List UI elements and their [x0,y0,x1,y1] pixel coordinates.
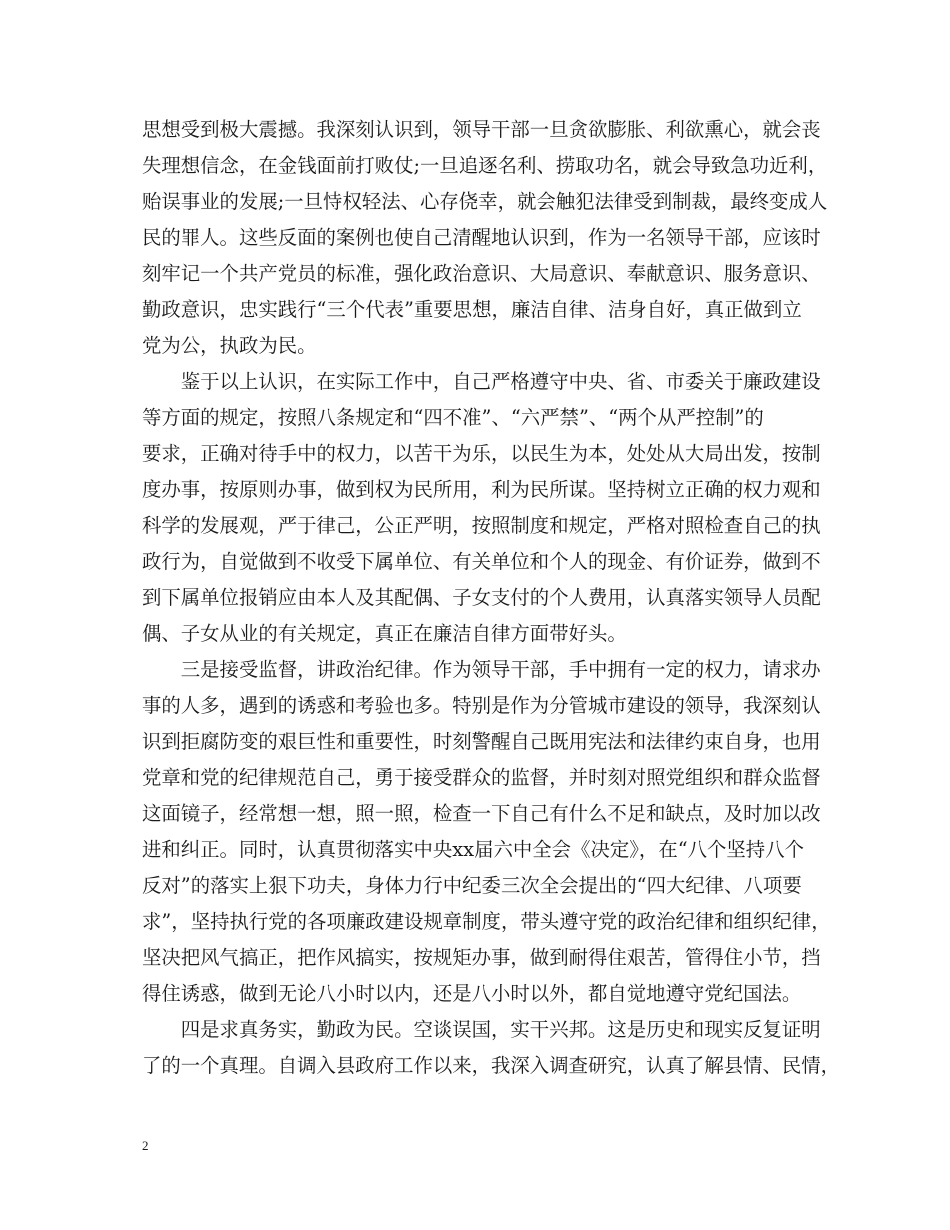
text-line: 勤政意识，忠实践行“三个代表”重要思想，廉洁自律、洁身自好，真正做到立 [142,298,802,321]
text-line: 识到拒腐防变的艰巨性和重要性，时刻警醒自己既用宪法和法律约束自身，也用 [142,730,821,753]
text-line: 政行为，自觉做到不收受下属单位、有关单位和个人的现金、有价证券，做到不 [142,550,821,573]
page-number: 2 [142,1138,149,1153]
text-line: 得住诱惑，做到无论八小时以内，还是八小时以外，都自觉地遵守党纪国法。 [142,982,802,1005]
text-line: 失理想信念，在金钱面前打败仗;一旦追逐名利、捞取功名，就会导致急功近利， [142,154,828,177]
text-line: 鉴于以上认识，在实际工作中，自己严格遵守中央、省、市委关于廉政建设 [142,370,821,393]
text-line: 事的人多，遇到的诱惑和考验也多。特别是作为分管城市建设的领导，我深刻认 [142,694,821,717]
text-line: 到下属单位报销应由本人及其配偶、子女支付的个人费用，认真落实领导人员配 [142,586,821,609]
text-line: 思想受到极大震撼。我深刻认识到，领导干部一旦贪欲膨胀、利欲熏心，就会丧 [142,118,821,141]
text-line: 进和纠正。同时，认真贯彻落实中央xx届六中全会《决定》，在“八个坚持八个 [142,838,804,861]
text-line: 坚决把风气搞正，把作风搞实，按规矩办事，做到耐得住艰苦，管得住小节，挡 [142,946,821,969]
text-line: 贻误事业的发展;一旦恃权轻法、心存侥幸，就会触犯法律受到制裁，最终变成人 [142,190,828,213]
text-line: 民的罪人。这些反面的案例也使自己清醒地认识到，作为一名领导干部，应该时 [142,226,821,249]
text-line: 偶、子女从业的有关规定，真正在廉洁自律方面带好头。 [142,622,627,645]
text-line: 求”，坚持执行党的各项廉政建设规章制度，带头遵守党的政治纪律和组织纪律， [142,910,831,933]
text-line: 了的一个真理。自调入县政府工作以来，我深入调查研究，认真了解县情、民情， [142,1054,841,1077]
text-line: 这面镜子，经常想一想，照一照，检查一下自己有什么不足和缺点，及时加以改 [142,802,821,825]
text-line: 党为公，执政为民。 [142,334,317,357]
text-line: 反对”的落实上狠下功夫，身体力行中纪委三次全会提出的“四大纪律、八项要 [142,874,802,897]
body-text [142,112,841,1084]
text-line: 刻牢记一个共产党员的标准，强化政治意识、大局意识、奉献意识、服务意识、 [142,262,821,285]
text-line: 三是接受监督，讲政治纪律。作为领导干部，手中拥有一定的权力，请求办 [142,658,821,681]
text-line: 要求，正确对待手中的权力，以苦干为乐，以民生为本，处处从大局出发，按制 [142,442,821,465]
text-line: 度办事，按原则办事，做到权为民所用，利为民所谋。坚持树立正确的权力观和 [142,478,821,501]
text-line: 四是求真务实，勤政为民。空谈误国，实干兴邦。这是历史和现实反复证明 [142,1018,821,1041]
text-line: 科学的发展观，严于律己，公正严明，按照制度和规定，严格对照检查自己的执 [142,514,821,537]
text-line: 党章和党的纪律规范自己，勇于接受群众的监督，并时刻对照党组织和群众监督 [142,766,821,789]
text-line: 等方面的规定，按照八条规定和“四不准”、“六严禁”、“两个从严控制”的 [142,406,764,429]
